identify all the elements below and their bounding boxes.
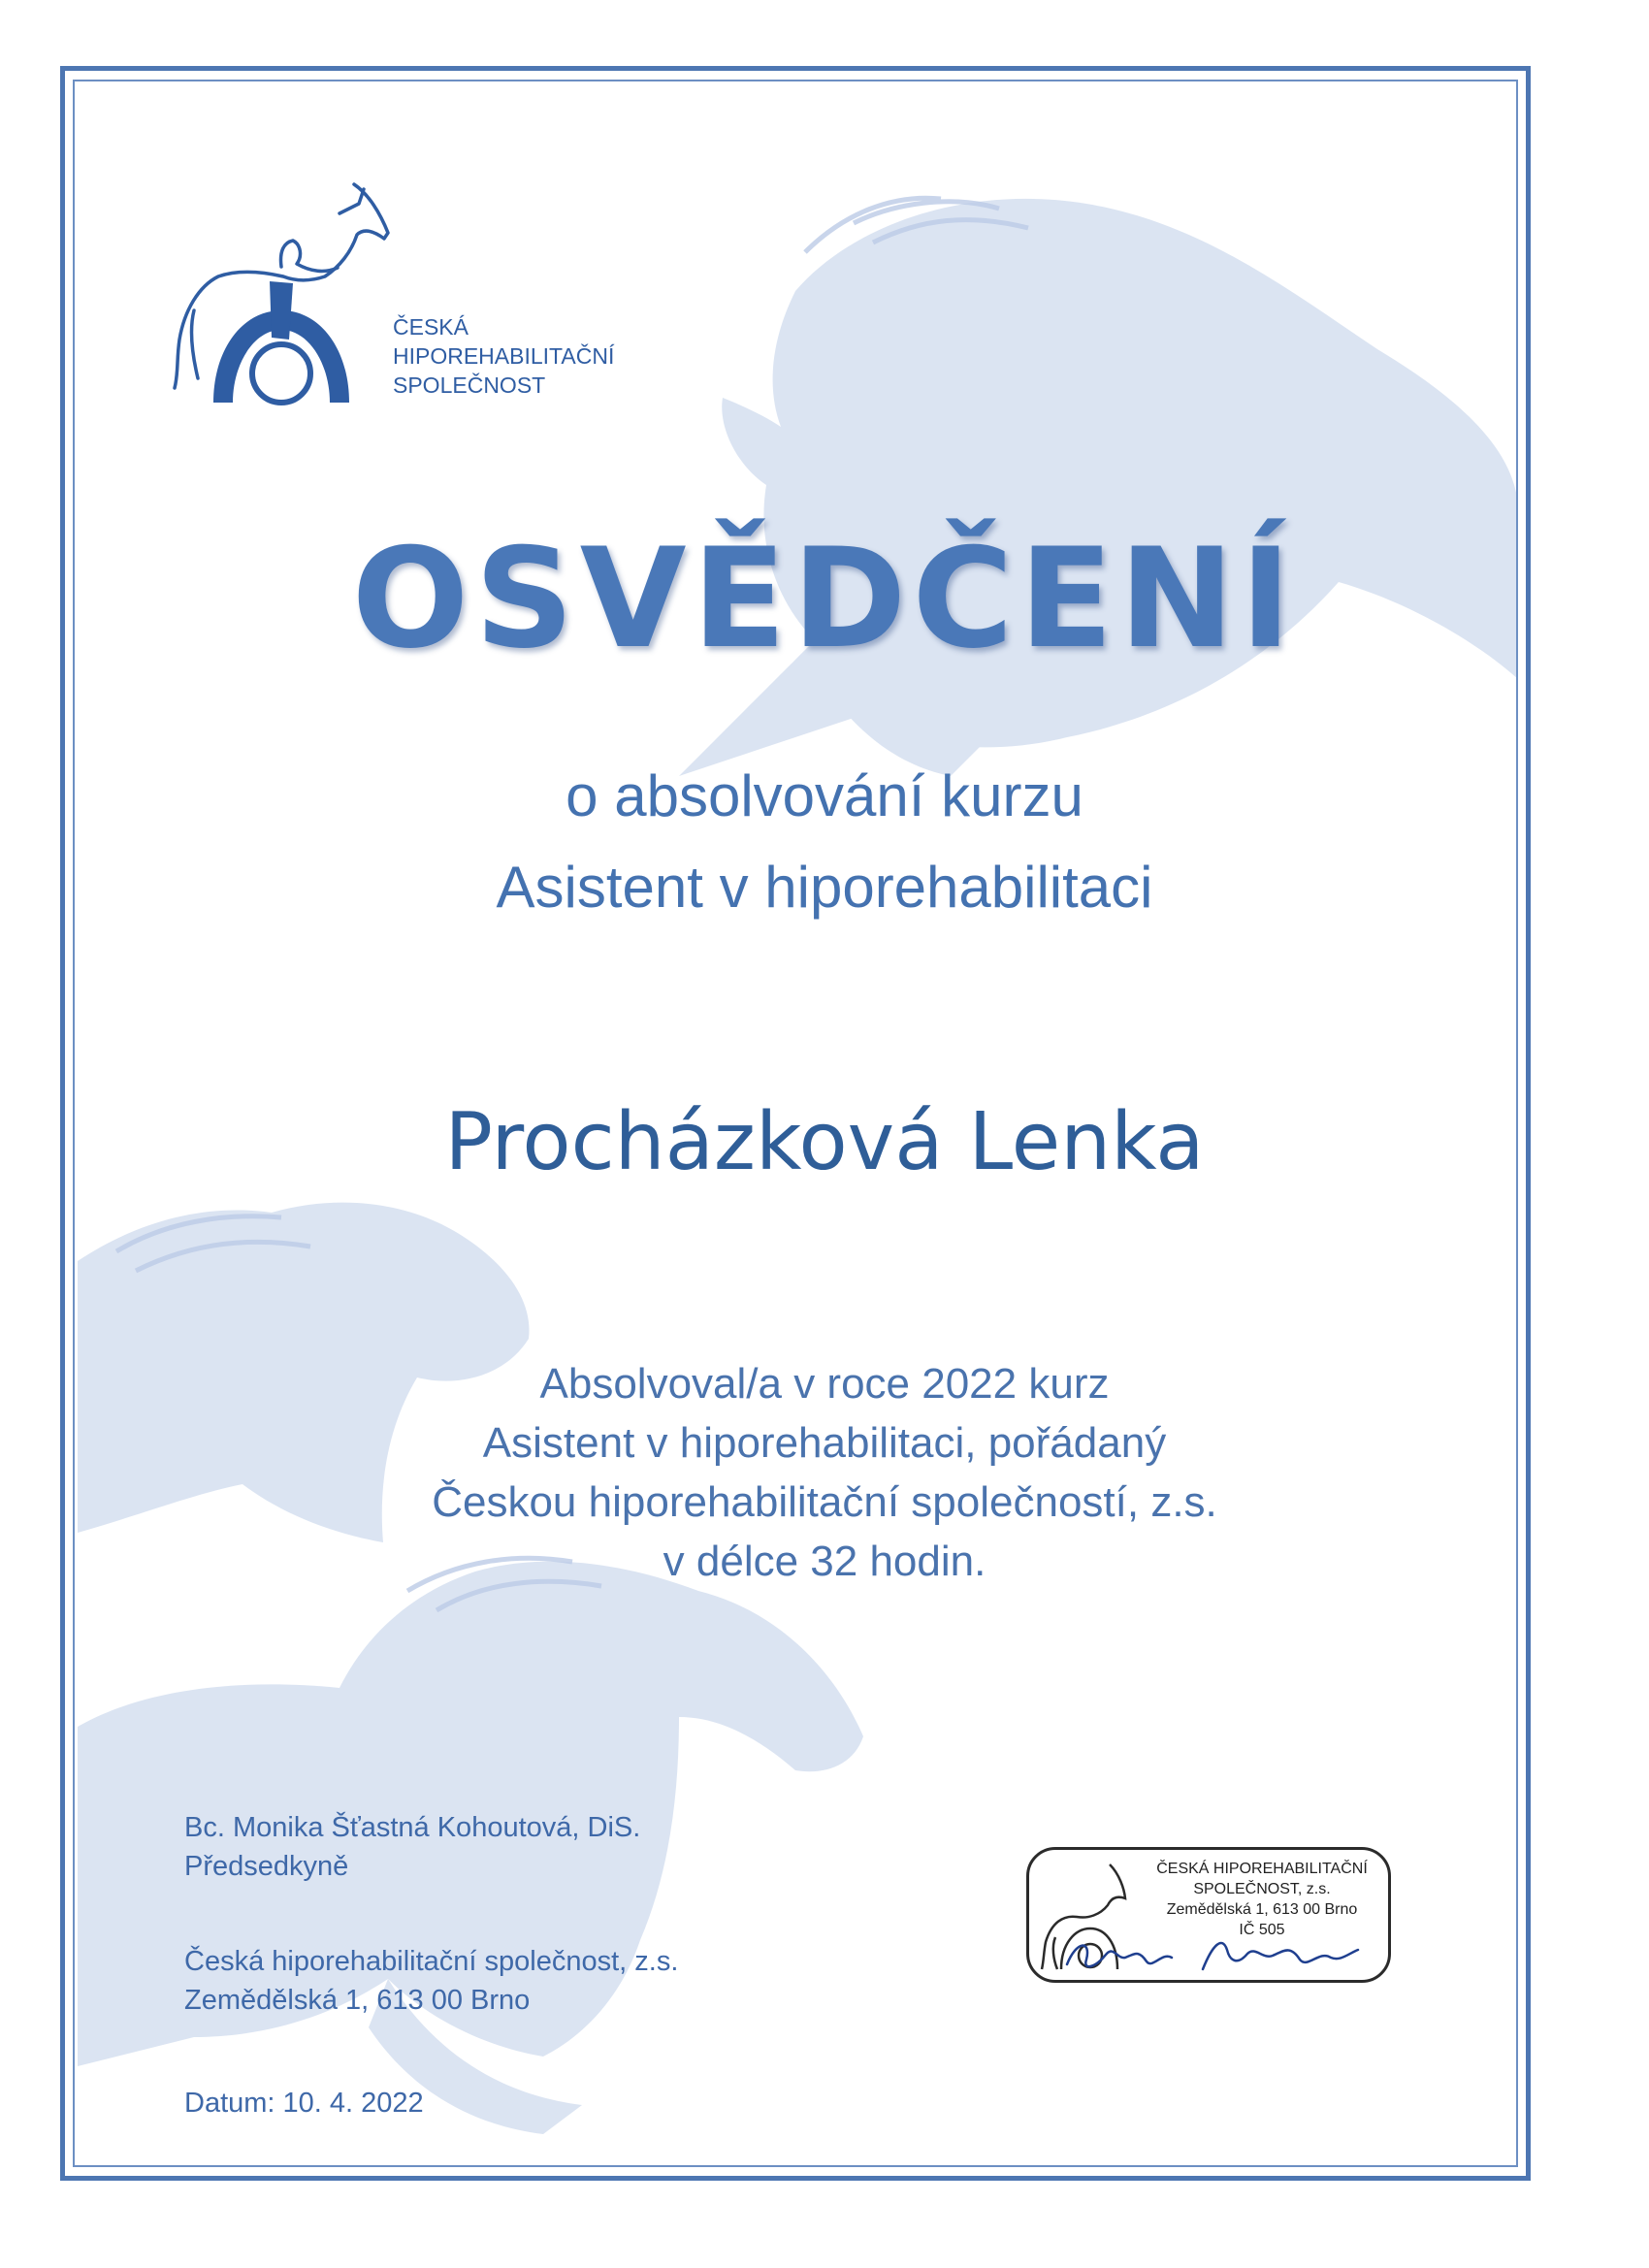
certificate-body [0, 1354, 1649, 1591]
stamp-line-3: Zemědělská 1, 613 00 Brno [1166, 1901, 1358, 1918]
organization-block [184, 1942, 678, 2020]
subtitle-line-1: o absolvování kurzu [566, 763, 1083, 828]
logo-text [393, 312, 614, 400]
organization-address: Zemědělská 1, 613 00 Brno [184, 1985, 531, 2016]
logo-line-3: SPOLEČNOST [393, 373, 546, 398]
signatory-name: Bc. Monika Šťastná Kohoutová, DiS. [184, 1812, 641, 1843]
body-line-2: Asistent v hiporehabilitaci, pořádaný [482, 1419, 1167, 1467]
organization-name: Česká hiporehabilitační společnost, z.s. [184, 1946, 679, 1977]
body-line-1: Absolvoval/a v roce 2022 kurz [539, 1360, 1110, 1408]
stamp-text [1141, 1859, 1383, 1940]
stamp-line-2: SPOLEČNOST, z.s. [1193, 1881, 1331, 1897]
subtitle-course-name: Asistent v hiporehabilitaci [496, 855, 1153, 920]
issue-date: Datum: 10. 4. 2022 [184, 2088, 424, 2119]
horse-rider-logo-icon [165, 175, 398, 407]
stamp-line-4: IČ 505 [1239, 1922, 1285, 1938]
certificate-title: OSVĚDČENÍ [351, 519, 1298, 679]
signatory-block [184, 1808, 640, 1886]
logo-line-1: ČESKÁ [393, 314, 469, 340]
handwritten-signature [1057, 1930, 1368, 1979]
signatory-role: Předsedkyně [184, 1851, 349, 1882]
logo-line-2: HIPOREHABILITAČNÍ [393, 343, 615, 369]
body-line-4: v délce 32 hodin. [663, 1538, 986, 1585]
stamp-line-1: ČESKÁ HIPOREHABILITAČNÍ [1156, 1861, 1368, 1877]
body-line-3: Českou hiporehabilitační společností, z.s. [432, 1478, 1217, 1526]
recipient-name: Procházková Lenka [444, 1096, 1205, 1188]
